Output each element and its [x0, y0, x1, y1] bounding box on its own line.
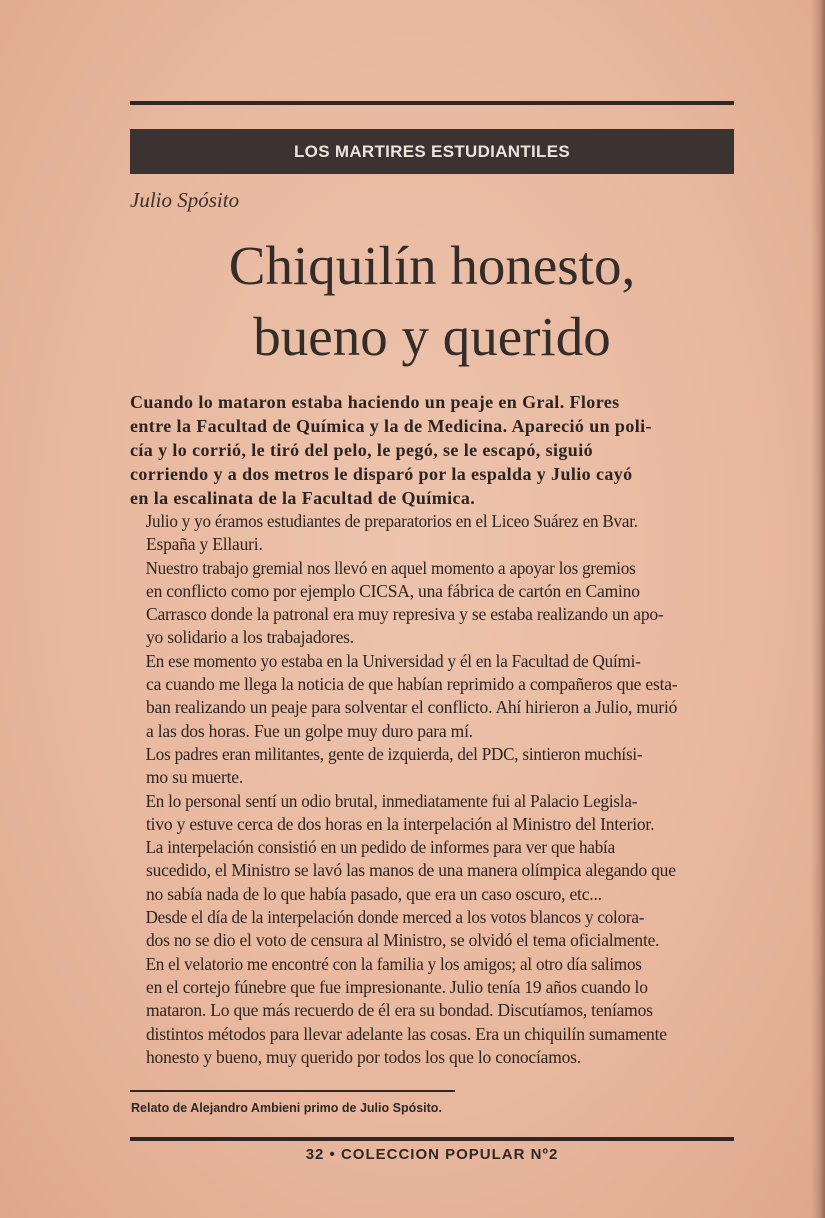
lead-paragraph: [130, 390, 734, 510]
paragraph-line: tivo y estuve cerca de dos horas en la interpelación al Ministro del Interior.: [146, 813, 655, 834]
paragraph-line: en el cortejo fúnebre que fue impresionante. Julio tenía 19 años cuando lo: [146, 976, 648, 997]
paragraph-line: ban realizando un peaje para solventar el conflicto. Ahí hirieron a Julio, murió: [146, 697, 678, 718]
paragraph-line: dos no se dio el voto de censura al Ministro, se olvidó el tema oficialmente.: [146, 930, 660, 951]
paragraph-line: a las dos horas. Fue un golpe muy duro para mí.: [146, 720, 473, 741]
body-paragraph: [130, 510, 734, 557]
section-banner: [130, 129, 734, 174]
paragraph-line: En el velatorio me encontré con la familia y los amigos; al otro día salimos: [145, 953, 642, 974]
body-paragraph: [130, 953, 734, 1069]
paragraph-line: mataron. Lo que más recuerdo de él era su bondad. Discutíamos, teníamos: [146, 1000, 653, 1021]
paragraph-line: Los padres eran militantes, gente de izquierda, del PDC, sintieron muchísi-: [145, 743, 643, 764]
paragraph-line: En lo personal sentí un odio brutal, inmediatamente fui al Palacio Legisla-: [145, 790, 638, 811]
author-name: Julio Spósito: [130, 188, 240, 212]
paragraph-line: sucedido, el Ministro se lavó las manos de una manera olímpica alegando que: [146, 860, 676, 881]
page-edge-shadow: [811, 0, 825, 1218]
paragraph-line: Julio y yo éramos estudiantes de preparatorios en el Liceo Suárez en Bvar.: [145, 511, 638, 531]
lead-line: entre la Facultad de Química y la de Medicina. Apareció un poli-: [130, 416, 652, 436]
article-body: [130, 390, 734, 1069]
lead-line: en la escalinata de la Facultad de Química.: [130, 488, 476, 508]
credit-line: Relato de Alejandro Ambieni primo de Julio Spósito.: [131, 1101, 442, 1115]
paragraph-line: honesto y bueno, muy querido por todos los que lo conocíamos.: [146, 1046, 581, 1067]
body-paragraph: [130, 836, 734, 906]
section-title: LOS MARTIRES ESTUDIANTILES: [293, 141, 571, 161]
paragraph-line: Desde el día de la interpelación donde merced a los votos blancos y colora-: [145, 907, 645, 928]
page-footer: 32 • COLECCION POPULAR Nº2: [305, 1146, 559, 1163]
top-rule: [130, 101, 734, 105]
paragraph-line: Nuestro trabajo gremial nos llevó en aquel momento a apoyar los gremios: [145, 557, 636, 578]
paragraph-line: en conflicto como por ejemplo CICSA, una fábrica de cartón en Camino: [146, 580, 640, 601]
paragraph-line: La interpelación consistió en un pedido de informes para ver que había: [145, 837, 615, 858]
lead-line: corriendo y a dos metros le disparó por la espalda y Julio cayó: [130, 464, 633, 484]
headline: [130, 230, 734, 372]
paragraph-line: España y Ellauri.: [146, 534, 263, 555]
paragraph-line: Carrasco donde la patronal era muy represiva y se estaba realizando un apo-: [146, 604, 664, 625]
body-paragraph: [130, 906, 734, 953]
body-paragraph: [130, 650, 734, 743]
paragraph-line: ca cuando me llega la noticia de que habían reprimido a compañeros que esta-: [146, 674, 678, 695]
body-paragraph: [130, 790, 734, 837]
paragraph-line: En ese momento yo estaba en la Universidad y él en la Facultad de Quími-: [145, 650, 641, 671]
body-paragraph: [130, 557, 734, 650]
headline-line: bueno y querido: [253, 306, 611, 367]
lead-line: Cuando lo mataron estaba haciendo un peaje en Gral. Flores: [130, 392, 620, 412]
credit-rule: [130, 1090, 455, 1092]
paragraph-line: mo su muerte.: [146, 767, 244, 788]
body-paragraph: [130, 743, 734, 790]
paragraph-line: distintos métodos para llevar adelante las cosas. Era un chiquilín sumamente: [146, 1023, 667, 1044]
paragraph-line: no sabía nada de lo que había pasado, que era un caso oscuro, etc...: [146, 883, 602, 904]
paragraph-line: yo solidario a los trabajadores.: [146, 627, 354, 648]
headline-line: Chiquilín honesto,: [228, 235, 636, 296]
bottom-rule: [130, 1137, 734, 1141]
lead-line: cía y lo corrió, le tiró del pelo, le pegó, se le escapó, siguió: [130, 440, 594, 460]
